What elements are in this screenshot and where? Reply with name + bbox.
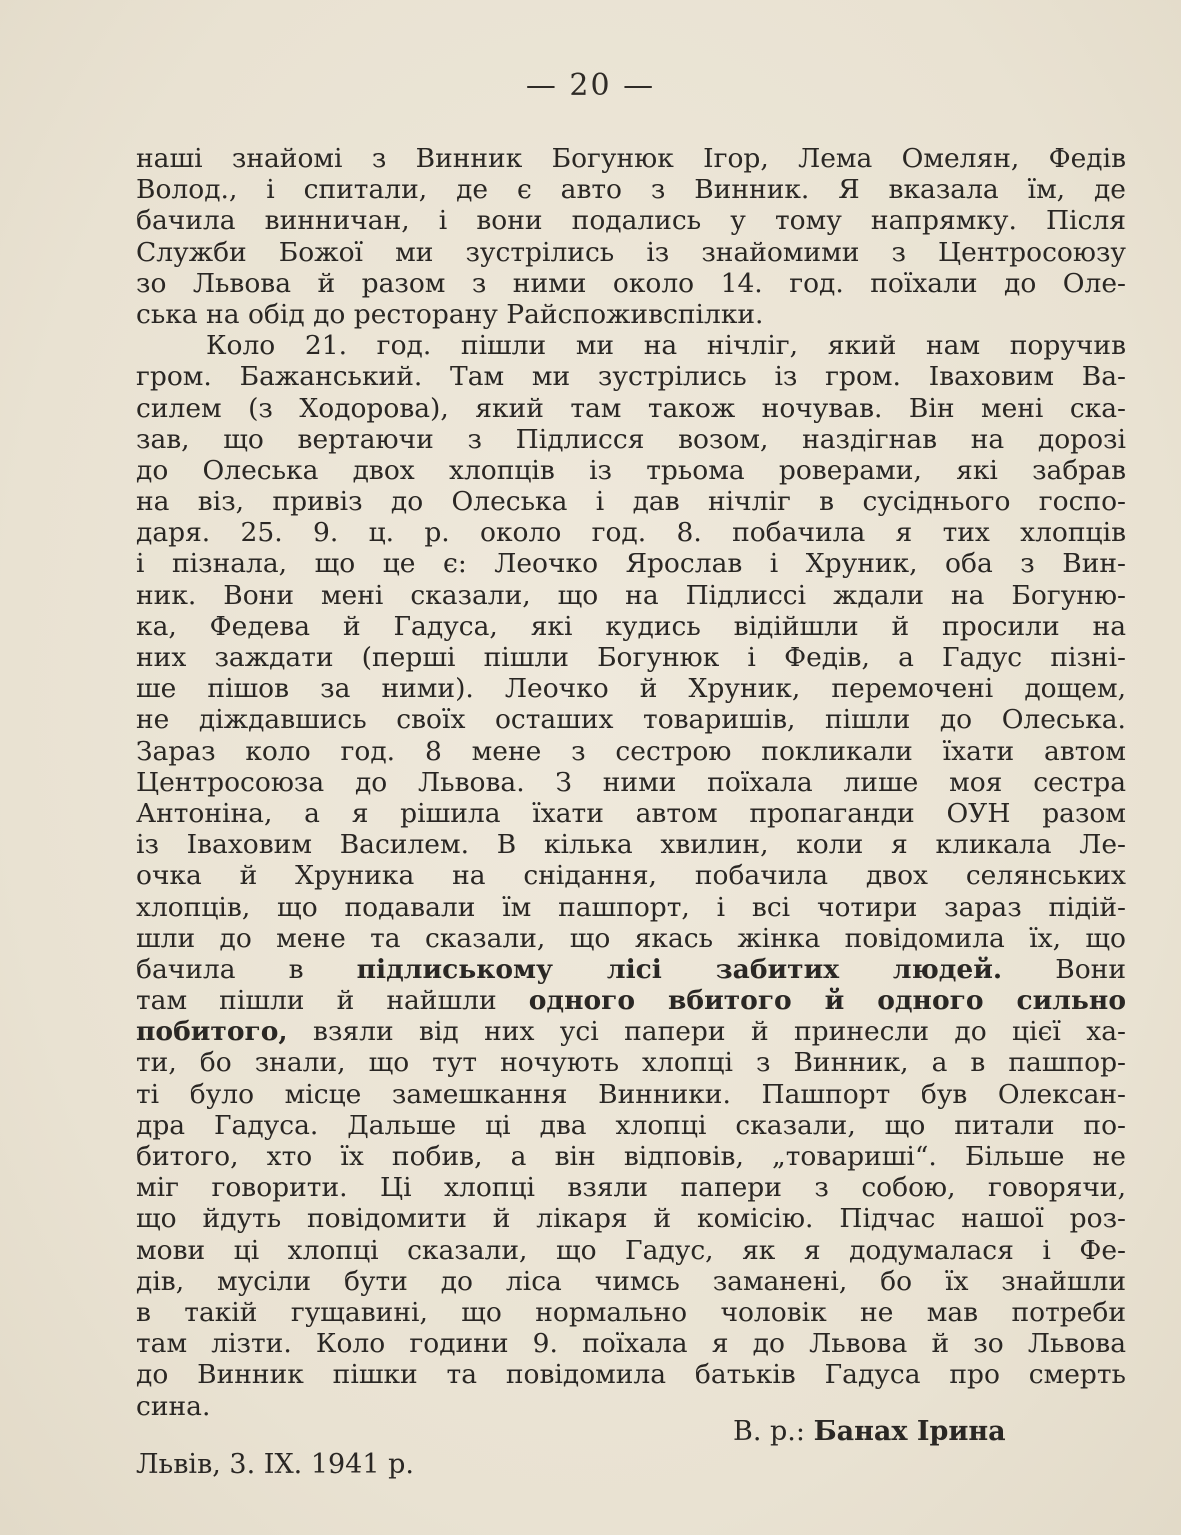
text-line — [136, 767, 1126, 798]
text-line — [136, 1141, 1126, 1172]
signature-prefix: В. р.: — [733, 1416, 814, 1447]
text-segment: Вони — [1002, 953, 1126, 985]
text-segment: них заждати (перші пішли Богунюк і Федів, а Гадус пізні- — [136, 642, 1126, 673]
text-line — [136, 704, 1126, 735]
text-line — [136, 611, 1126, 642]
text-segment: очка й Хруника на снідання, побачила двох селянських — [136, 860, 1126, 892]
text-line — [136, 548, 1126, 579]
text-segment: хлопців, що подавали їм пашпорт, і всі чотири зараз підій- — [136, 891, 1126, 923]
text-segment: і пізнала, що це є: Леочко Ярослав і Хруник, оба з Вин- — [136, 548, 1126, 580]
text-segment: не діждавшись своїх осташих товаришів, пішли до Олеська. — [136, 704, 1126, 736]
bold-text: одного вбитого й одного сильно — [528, 985, 1126, 1017]
text-line — [136, 1047, 1126, 1078]
text-line — [136, 1235, 1126, 1266]
text-segment: мови ці хлопці сказали, що Гадус, як я додумалася і Фе- — [136, 1234, 1126, 1266]
text-segment: на віз, привіз до Олеська і дав нічліг в сусіднього госпо- — [136, 486, 1126, 518]
text-segment: Центросоюза до Львова. З ними поїхала лише моя сестра — [136, 766, 1126, 798]
bold-text: підлиському лісі забитих людей. — [356, 953, 1003, 985]
place-date: Львів, 3. IX. 1941 р. — [136, 1449, 414, 1480]
text-line — [136, 1016, 1126, 1047]
text-segment: дра Гадуса. Дальше ці два хлопці сказали, що питали по- — [136, 1109, 1126, 1141]
text-line — [136, 455, 1126, 486]
text-segment: дів, мусіли бути до ліса чимсь заманені, бо їх знайшли — [136, 1265, 1126, 1297]
text-line — [136, 1172, 1126, 1203]
text-line — [136, 829, 1126, 860]
text-line: Волод., і спитали, де є авто з Винник. Я вказала їм, де — [136, 174, 1126, 206]
paragraph-1 — [136, 143, 1126, 330]
text-line — [136, 517, 1126, 548]
bold-text: побитого, — [136, 1016, 288, 1048]
text-segment: гром. Бажанський. Там ми зустрілись із гром. Іваховим Ва- — [136, 361, 1126, 393]
text-segment: даря. 25. 9. ц. р. около год. 8. побачила я тих хлопців — [136, 517, 1126, 549]
paragraph-2 — [136, 330, 1126, 1422]
text-line — [136, 798, 1126, 829]
text-segment: Коло 21. год. пішли ми на нічліг, який нам поручив — [206, 330, 1126, 362]
text-line — [136, 985, 1126, 1016]
text-segment: до Винник пішки та повідомила батьків Гадуса про смерть — [136, 1359, 1126, 1391]
text-line: зо Львова й разом з ними около 14. год. поїхали до Оле- — [136, 267, 1126, 299]
text-segment: що йдуть повідомити й лікаря й комісію. Підчас нашої роз- — [136, 1203, 1126, 1235]
text-line — [136, 736, 1126, 767]
text-segment: битого, хто їх побив, а він відповів, „товариші“. Більше не — [136, 1141, 1126, 1172]
signature — [733, 1416, 1006, 1447]
text-segment: Зараз коло год. 8 мене з сестрою покликали їхати автом — [136, 735, 1126, 767]
body-text — [136, 143, 1126, 1422]
text-line: бачила винничан, і вони подались у тому напрямку. Після — [136, 205, 1126, 237]
text-line — [136, 424, 1126, 455]
text-line — [136, 892, 1126, 923]
text-line — [136, 1328, 1126, 1359]
text-line: наші знайомі з Винник Богунюк Ігор, Лема Омелян, Федів — [136, 143, 1126, 174]
text-segment: ти, бо знали, що тут ночують хлопці з Винник, а в пашпор- — [136, 1047, 1126, 1079]
text-segment: із Іваховим Василем. В кілька хвилин, коли я кликала Ле- — [136, 829, 1126, 861]
page-number: — 20 — — [525, 68, 656, 103]
text-line — [136, 580, 1126, 611]
text-segment: шли до мене та сказали, що якась жінка повідомила їх, що — [136, 922, 1126, 954]
text-line — [136, 923, 1126, 954]
text-line: ська на обід до ресторану Райспоживспілки. — [136, 298, 764, 330]
text-line — [136, 860, 1126, 891]
text-line: Служби Божої ми зустрілись із знайомими з Центросоюзу — [136, 236, 1126, 268]
text-segment: ник. Вони мені сказали, що на Підлиссі ждали на Богуню- — [136, 579, 1126, 611]
text-line — [136, 1266, 1126, 1297]
text-segment: бачила в — [136, 953, 357, 985]
text-segment: там пішли й найшли — [136, 985, 529, 1017]
text-segment: взяли від них усі папери й принесли до цієї ха- — [287, 1016, 1126, 1048]
text-line — [136, 330, 1126, 361]
text-segment: міг говорити. Ці хлопці взяли папери з собою, говорячи, — [136, 1172, 1126, 1204]
text-line — [136, 393, 1126, 424]
text-segment: сина. — [136, 1390, 211, 1422]
text-segment: Антоніна, а я рішила їхати автом пропаганди ОУН разом — [136, 797, 1126, 829]
text-line — [136, 1359, 1126, 1390]
text-line — [136, 1203, 1126, 1234]
text-segment: ка, Федева й Гадуса, які кудись відійшли й просили на — [136, 610, 1126, 642]
text-line — [136, 1079, 1126, 1110]
text-segment: ше пішов за ними). Леочко й Хруник, перемочені дощем, — [136, 673, 1126, 705]
text-segment: в такій гущавині, що нормально чоловік не мав потреби — [136, 1296, 1126, 1328]
text-line — [136, 1110, 1126, 1141]
text-segment: ті було місце замешкання Винники. Пашпорт був Олексан- — [136, 1078, 1126, 1110]
text-line — [136, 486, 1126, 517]
text-line — [136, 954, 1126, 985]
signature-name: Банах Ірина — [813, 1416, 1006, 1447]
text-line — [136, 642, 1126, 673]
text-segment: зав, що вертаючи з Підлисся возом, наздігнав на дорозі — [136, 423, 1126, 455]
text-line — [136, 673, 1126, 704]
text-line — [136, 1297, 1126, 1328]
text-segment: там лізти. Коло години 9. поїхала я до Львова й зо Львова — [136, 1328, 1126, 1360]
text-line — [136, 361, 1126, 392]
text-segment: силем (з Ходорова), який там також ночував. Він мені ска- — [136, 392, 1126, 424]
text-segment: до Олеська двох хлопців із трьома роверами, які забрав — [136, 454, 1126, 486]
